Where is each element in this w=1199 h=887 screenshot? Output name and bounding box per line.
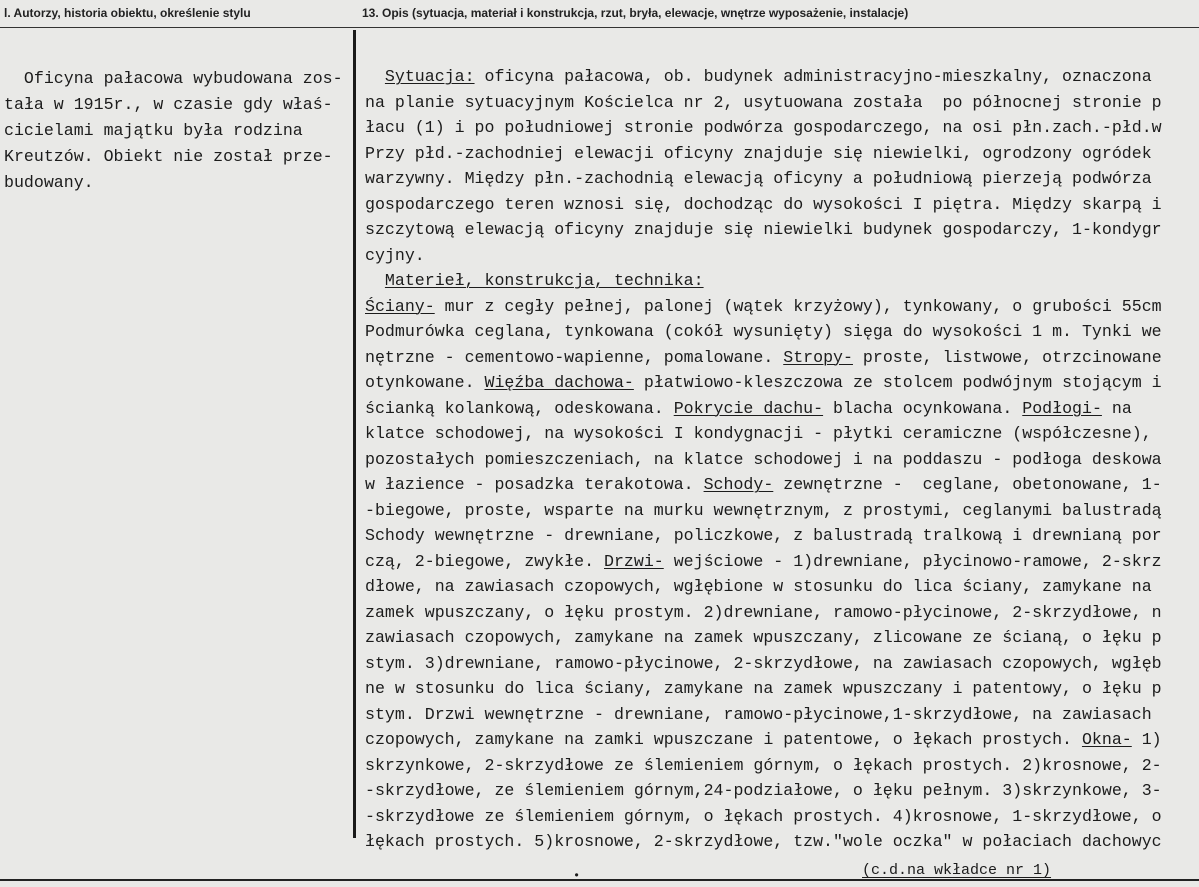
description-line: skrzynkowe, 2-skrzydłowe ze ślemieniem górnym, o łękach prostych. 2)krosnowe, 2- [365,755,1162,775]
section-label: Pokrycie dachu- [673,398,824,418]
section-label: Schody- [703,475,774,494]
description-line: łękach prostych. 5)krosnowe, 2-skrzydłowe, tzw."wole oczka" w połaciach dachowyc [365,832,1162,851]
description-line: dłowe, na zawiasach czopowych, wgłębione w stosunku do lica ściany, zamykane na [365,577,1152,596]
history-line: budowany. [4,173,94,192]
history-line: cicielami majątku była rodzina [4,121,303,140]
history-line: Kreutzów. Obiekt nie został prze- [4,147,333,166]
description-line: -biegowe, proste, wsparte na murku wewnętrznym, z prostymi, ceglanymi balustradą [365,500,1162,520]
description-line: Ściany- mur z cegły pełnej, palonej (wątek krzyżowy), tynkowany, o grubości 55cm [365,296,1162,316]
description-line: ne w stosunku do lica ściany, zamykane na zamek wpuszczany i patentowy, o łęku p [365,679,1162,698]
description-line: -skrzydłowe ze ślemieniem górnym, o łękach prostych. 4)krosnowe, 1-skrzydłowe, o [365,806,1162,826]
description-line: otynkowane. Więźba dachowa- płatwiowo-kleszczowa ze stolcem podwójnym stojącym i [365,373,1162,392]
top-rule [0,27,1199,28]
section-label: Materieł, konstrukcja, technika: [384,271,704,290]
description-line: klatce schodowej, na wysokości I kondygnacji - płytki ceramiczne (współczesne), [365,424,1152,443]
description-line: stym. Drzwi wewnętrzne - drewniane, ramowo-płycinowe,1-skrzydłowe, na zawiasach [365,704,1152,724]
description-line: Schody wewnętrzne - drewniane, policzkowe, z balustradą tralkową i drewnianą por [365,526,1162,545]
continuation-note [862,862,1051,879]
section-label: Ściany- [365,296,435,316]
description-line: szczytową elewacją oficyny znajduje się niewielki budynek gospodarczy, 1-kondygr [365,220,1162,239]
section-label: Więźba dachowa- [484,373,634,392]
description-line: Przy płd.-zachodniej elewacji oficyny znajduje się niewielki, ogrodzony ogródek [365,143,1152,163]
description-line: łacu (1) i po południowej stronie podwórza gospodarczego, na osi płn.zach.-płd.w [365,118,1162,137]
description-line: -skrzydłowe, ze ślemieniem górnym,24-podziałowe, o łęku pełnym. 3)skrzynkowe, 3- [365,781,1162,800]
stray-mark: • [573,869,581,883]
description-line: warzywny. Między płn.-zachodnią elewacją oficyny a południową pierzeją podwórza [365,169,1152,188]
description-line: pozostałych pomieszczeniach, na klatce schodowej i na poddaszu - podłoga deskowa [365,449,1162,469]
description-line: na planie sytuacyjnym Kościelca nr 2, usytuowana została po północnej stronie p [365,92,1162,112]
description-line: Sytuacja: oficyna pałacowa, ob. budynek administracyjno-mieszkalny, oznaczona [384,67,1152,86]
history-line: tała w 1915r., w czasie gdy właś- [4,95,333,114]
bottom-rule [0,879,1199,881]
history-text [4,66,350,196]
description-line: czopowych, zamykane na zamki wpuszczane i patentowe, o łękach prostych. Okna- 1) [365,730,1162,749]
section-label: Drzwi- [604,551,664,571]
section-label: Sytuacja: [384,67,475,86]
section-label: Podłogi- [1022,398,1102,418]
right-column-header: 13. Opis (sytuacja, materiał i konstrukcja, rzut, bryła, elewacje, wnętrze wyposażenie, instalacje) [362,6,909,20]
history-line: Oficyna pałacowa wybudowana zos- [4,69,343,88]
description-line: zawiasach czopowych, zamykane na zamek wpuszczany, zlicowane ze ścianą, o łęku p [365,628,1162,647]
description-line: cyjny. [365,245,425,265]
description-line: zamek wpuszczany, o łęku prostym. 2)drewniane, ramowo-płycinowe, 2-skrzydłowe, n [365,602,1162,622]
section-label: Okna- [1081,730,1132,749]
description-line [365,268,1199,294]
continuation-note-text: (c.d.na wkładce nr 1) [862,862,1052,879]
description-line: Podmurówka ceglana, tynkowana (cokół wysunięty) sięga do wysokości 1 m. Tynki we [365,322,1162,341]
left-column-header: l. Autorzy, historia obiektu, określenie stylu [4,6,251,20]
description-text [365,64,1199,855]
description-line: gospodarczego teren wznosi się, dochodząc do wysokości I piętra. Między skarpą i [365,194,1162,214]
description-line: czą, 2-biegowe, zwykłe. Drzwi- wejściowe - 1)drewniane, płycinowo-ramowe, 2-skrz [365,551,1162,571]
description-line: stym. 3)drewniane, ramowo-płycinowe, 2-skrzydłowe, na zawiasach czopowych, wgłęb [365,653,1162,673]
description-line: nętrzne - cementowo-wapienne, pomalowane. Stropy- proste, listwowe, otrzcinowane [365,347,1162,367]
section-label: Stropy- [783,347,853,367]
column-divider [353,30,356,838]
description-line: w łazience - posadzka terakotowa. Schody- zewnętrzne - ceglane, obetonowane, 1- [365,475,1162,494]
description-line: ścianką kolankową, odeskowana. Pokrycie dachu- blacha ocynkowana. Podłogi- na [365,398,1132,418]
